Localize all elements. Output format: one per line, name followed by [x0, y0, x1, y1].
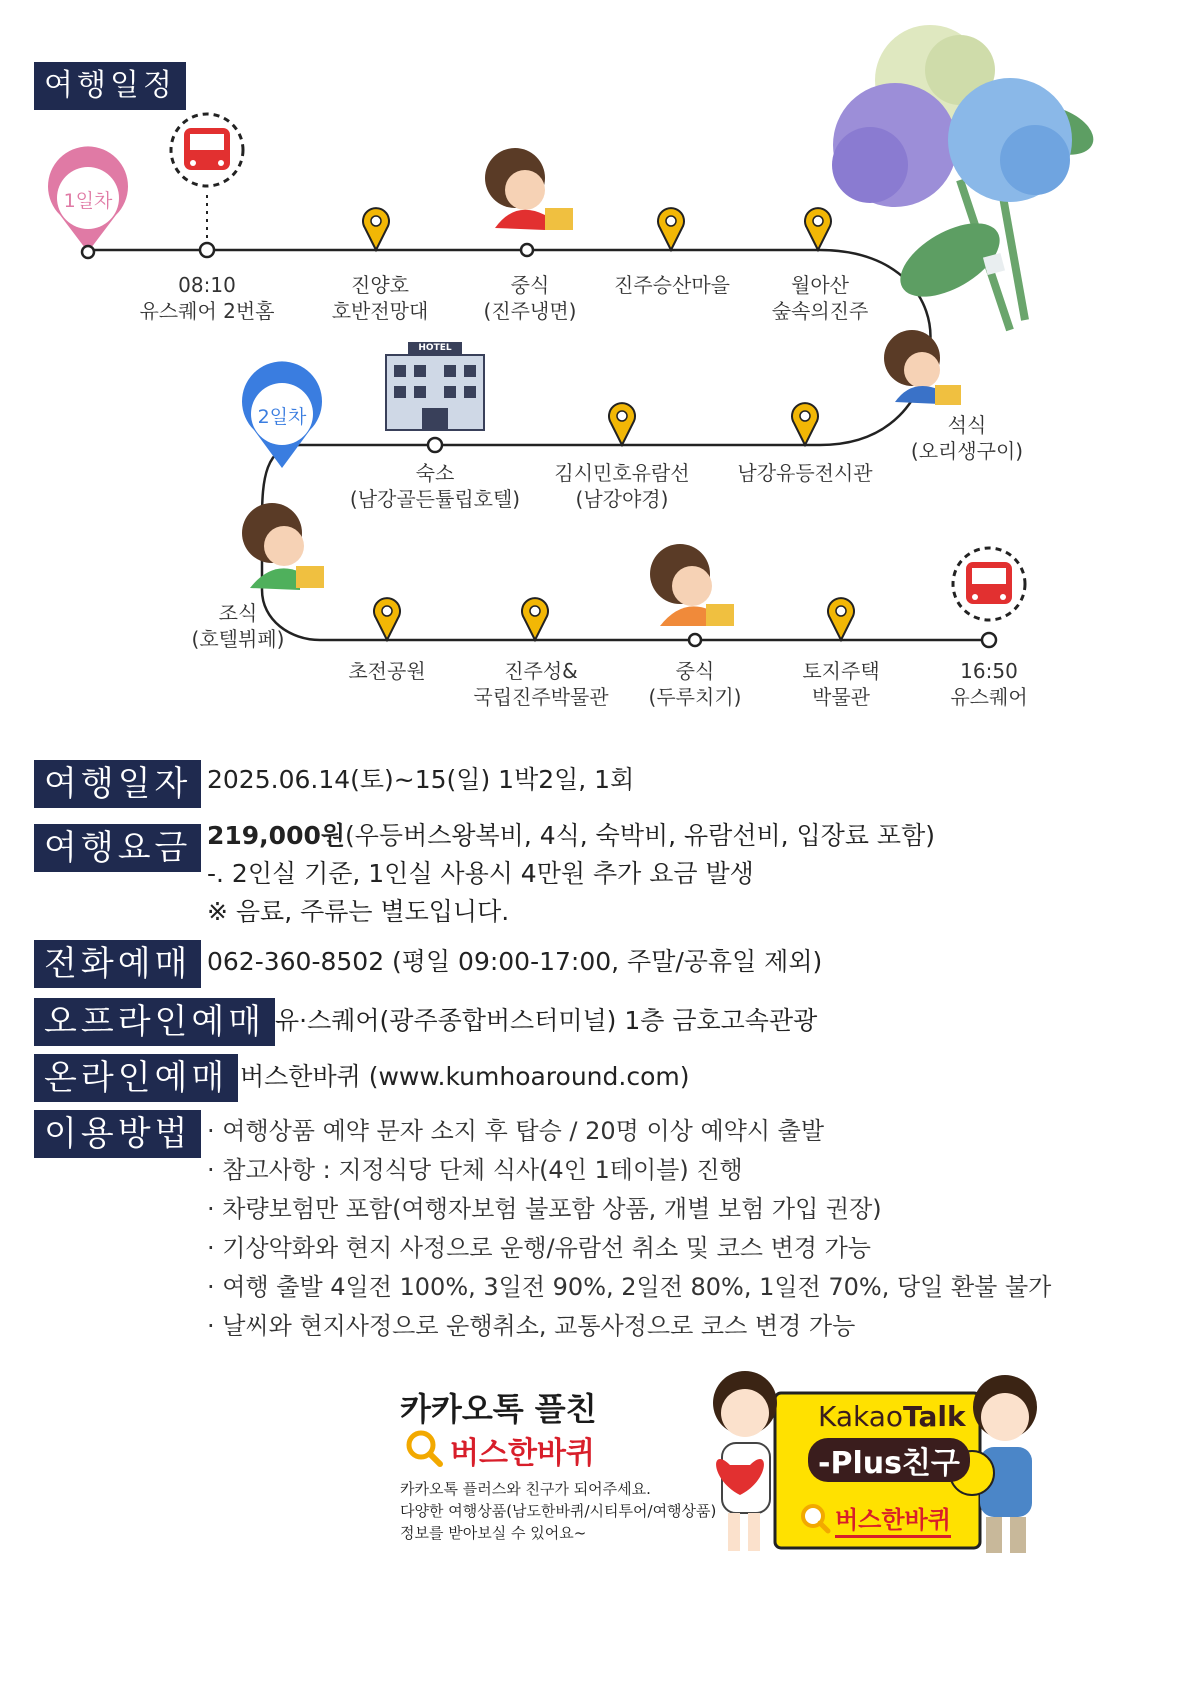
usage-item: · 기상악화와 현지 사정으로 운행/유람선 취소 및 코스 변경 가능 [207, 1234, 871, 1262]
girl-character-icon [713, 1371, 777, 1551]
pin-worasan-icon [805, 208, 831, 250]
online-tag: 온라인예매 [34, 1054, 238, 1102]
schedule-title: 여행일정 [34, 62, 186, 110]
stop-lunch1: 중식 (진주냉면) [483, 273, 577, 323]
usage-item: · 날씨와 현지사정으로 운행취소, 교통사정으로 코스 변경 가능 [207, 1312, 856, 1340]
hydrangea-icon [832, 25, 1100, 330]
stop-seungsan-village: 진주승산마을 [614, 273, 730, 297]
hotel-icon [386, 342, 484, 430]
eating-person-icon-dinner [884, 330, 961, 405]
usage-item: · 여행 출발 4일전 100%, 3일전 90%, 2일전 80%, 1일전 70%, 당일 환불 불가 [207, 1273, 1052, 1301]
price-line [207, 820, 935, 852]
eating-person-icon-lunch1 [485, 148, 573, 230]
route-map [0, 0, 1191, 760]
eating-person-icon-breakfast [242, 503, 324, 590]
day1-label: 1일차 [63, 190, 113, 212]
node-usquare-arrive [982, 633, 996, 647]
stop-dinner: 석식 (오리생구이) [910, 413, 1024, 463]
price-note-1: -. 2인실 기준, 1인실 사용시 4만원 추가 요금 발생 [207, 859, 754, 888]
pin-cruise-icon [609, 403, 635, 445]
promo-search-text: 버스한바퀴 [450, 1436, 595, 1471]
promo-desc: 카카오톡 플러스와 친구가 되어주세요. 다양한 여행상품(남도한바퀴/시티투어/여행상품) 정보를 받아보실 수 있어요~ [400, 1480, 717, 1542]
stop-lh-museum: 토지주택 박물관 [802, 659, 880, 709]
promo-title: 카카오톡 플친 [400, 1390, 597, 1428]
stop-lantern-museum: 남강유등전시관 [737, 461, 873, 485]
stop-hotel: 숙소 (남강골든튤립호텔) [349, 461, 521, 511]
price-note-2: ※ 음료, 주류는 별도입니다. [207, 897, 510, 926]
kakao-brand: KakaoTalk [818, 1400, 966, 1433]
phone-value: 062-360-8502 (평일 09:00-17:00, 주말/공휴일 제외) [207, 947, 823, 976]
stop-usquare-arrive: 16:50 유스퀘어 [950, 659, 1028, 709]
date-tag: 여행일자 [34, 760, 201, 808]
pin-lh-museum-icon [828, 598, 854, 640]
stop-breakfast: 조식 (호텔뷔페) [191, 601, 285, 651]
node-hotel [428, 438, 442, 452]
eating-person-icon-lunch2 [650, 544, 734, 626]
bus-icon-start [171, 114, 243, 186]
offline-tag: 오프라인예매 [34, 998, 275, 1046]
stop-cruise: 김시민호유람선 (남강야경) [554, 461, 690, 511]
offline-value: 유·스퀘어(광주종합버스터미널) 1층 금호고속관광 [275, 1006, 818, 1035]
stop-usquare-depart: 08:10 유스퀘어 2번홈 [139, 273, 275, 323]
price-detail: (우등버스왕복비, 4식, 숙박비, 유람선비, 입장료 포함) [345, 821, 935, 850]
pin-seungsan-icon [658, 208, 684, 250]
kakao-plus-label: -Plus친구 [808, 1438, 970, 1482]
stop-jinyangho: 진양호 호반전망대 [331, 273, 429, 323]
search-icon [404, 1428, 444, 1468]
stop-worasan: 월아산 숲속의진주 [771, 273, 869, 323]
pin-jinjuseong-icon [522, 598, 548, 640]
stop-jinjuseong: 진주성& 국립진주박물관 [473, 659, 609, 709]
pin-jinyangho-icon [363, 208, 389, 250]
day2-label: 2일차 [257, 406, 307, 428]
online-value: 버스한바퀴 (www.kumhoaround.com) [240, 1062, 690, 1091]
usage-tag: 이용방법 [34, 1110, 201, 1158]
board-search-text: 버스한바퀴 [835, 1500, 951, 1538]
usage-item: · 여행상품 예약 문자 소지 후 탑승 / 20명 이상 예약시 출발 [207, 1117, 825, 1145]
node-start [82, 246, 94, 258]
phone-tag: 전화예매 [34, 940, 201, 988]
usage-item: · 참고사항 : 지정식당 단체 식사(4인 1테이블) 진행 [207, 1156, 743, 1184]
stop-lunch2: 중식 (두루치기) [648, 659, 742, 709]
stop-chojeon-park: 초전공원 [348, 659, 426, 683]
pin-lantern-icon [792, 403, 818, 445]
node-lunch1 [521, 244, 533, 256]
pin-chojeon-icon [374, 598, 400, 640]
price-amount: 219,000원 [207, 821, 346, 850]
node-lunch2 [689, 634, 701, 646]
bus-icon-end [953, 548, 1025, 620]
usage-item: · 차량보험만 포함(여행자보험 불포함 상품, 개별 보험 가입 권장) [207, 1195, 882, 1223]
date-value: 2025.06.14(토)~15(일) 1박2일, 1회 [207, 765, 635, 794]
price-tag: 여행요금 [34, 824, 201, 872]
node-usquare-depart [200, 243, 214, 257]
hotel-sign: HOTEL [418, 343, 452, 353]
